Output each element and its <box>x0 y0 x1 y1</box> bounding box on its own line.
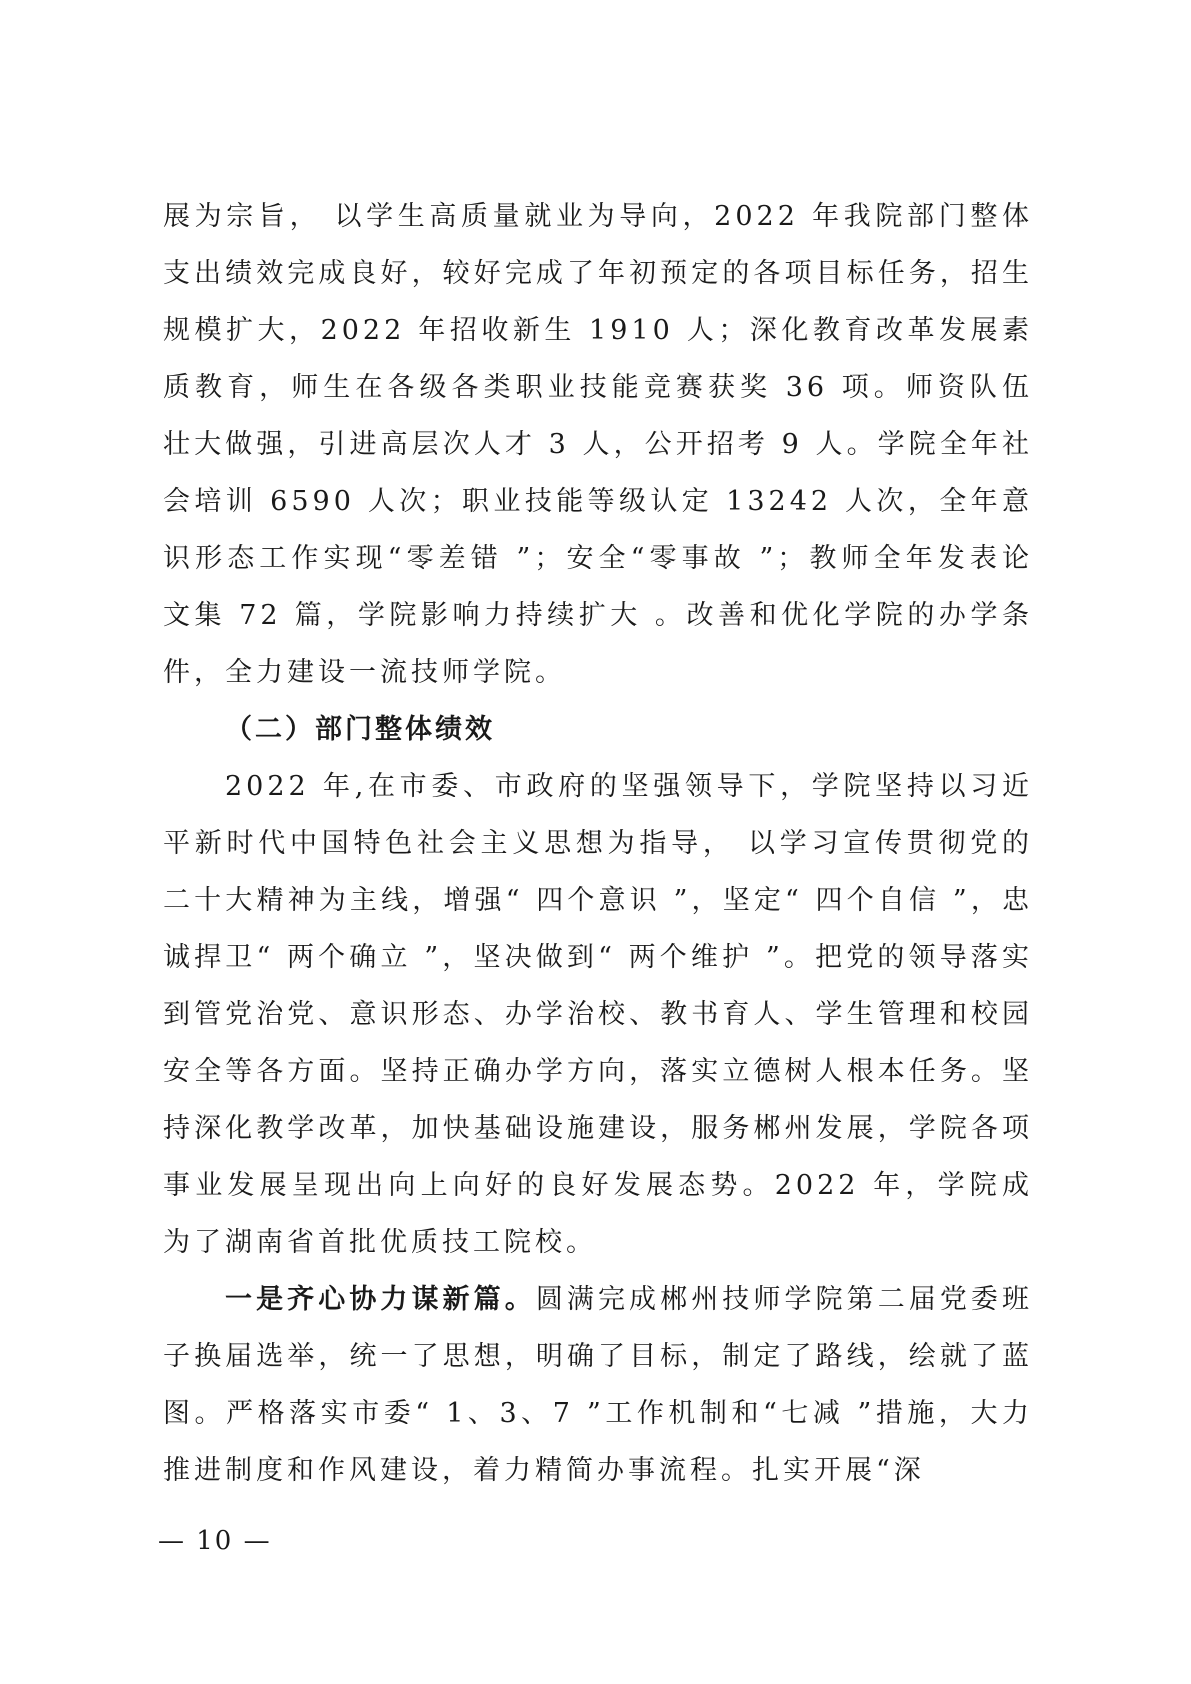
paragraph-point-one <box>163 1271 1033 1499</box>
section-heading: （二）部门整体绩效 <box>225 714 495 745</box>
paragraph-overall-performance: 2022 年,在市委、市政府的坚强领导下，学院坚持以习近平新时代中国特色社会主义思想为指导， 以学习宣传贯彻党的二十大精神为主线，增强“ 四个意识 ”，坚定“ 四个自信 ”，忠诚捍卫“ 两个确立 ”，坚决做到“ 两个维护 ”。把党的领导落实到管党治党、意识形态、办学治校、教书育人、学生管理和校园安全等各方面。坚持正确办学方向，落实立德树人根本任务。坚持深化教学改革，加快基础设施建设，服务郴州发展，学院各项事业发展呈现出向上向好的良好发展态势。2022 年，学院成为了湖南省首批优质技工院校。 <box>163 771 1033 1258</box>
page-number: — 10 — <box>158 1526 272 1556</box>
paragraph-lead-phrase: 一是齐心协力谋新篇。 <box>225 1284 536 1315</box>
paragraph-summary: 展为宗旨， 以学生高质量就业为导向，2022 年我院部门整体支出绩效完成良好，较好完成了年初预定的各项目标任务，招生规模扩大，2022 年招收新生 1910 人；深化教育改革发展素质教育，师生在各级各类职业技能竞赛获奖 36 项。师资队伍壮大做强，引进高层次人才 3 人，公开招考 9 人。学院全年社会培训 6590 人次；职业技能等级认定 13242 人次，全年意识形态工作实现“零差错 ”；安全“零事故 ”；教师全年发表论文集 72 篇，学院影响力持续扩大 。改善和优化学院的办学条件，全力建设一流技师学院。 <box>163 201 1033 688</box>
document-body <box>163 188 1033 1499</box>
paragraph-body-text: 圆满完成郴州技师学院第二届党委班子换届选举，统一了思想，明确了目标，制定了路线，绘就了蓝图。严格落实市委“ 1、3、7 ”工作机制和“七减 ”措施，大力推进制度和作风建设，着力精简办事流程。扎实开展“深 <box>163 1284 1034 1486</box>
